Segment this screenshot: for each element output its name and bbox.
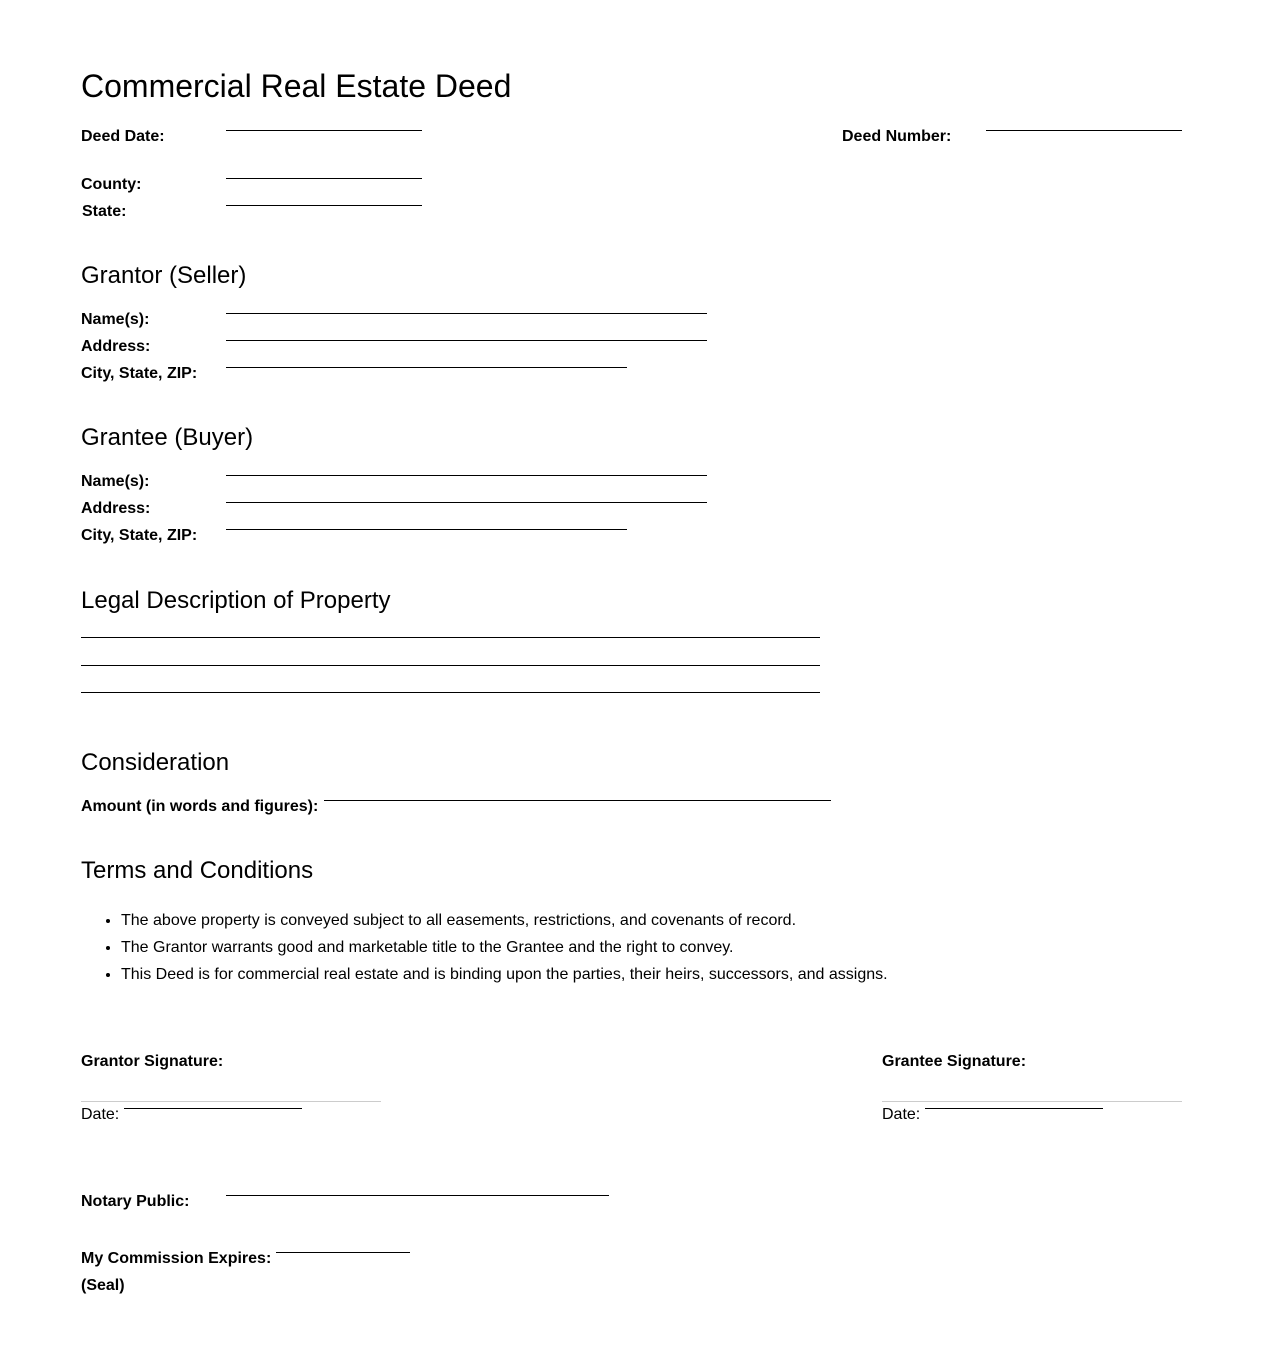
amount-field[interactable] [324,800,831,801]
grantor-signature-label: Grantor Signature: [81,1053,224,1070]
legal-description-line-1[interactable] [81,637,820,638]
terms-item: • The above property is conveyed subject to all easements, restrictions, and covenants of record. [121,907,888,934]
terms-list [81,907,888,988]
grantee-address-field[interactable] [226,502,707,503]
notary-public-field[interactable] [226,1195,609,1196]
grantor-city-state-zip-field[interactable] [226,367,627,368]
grantor-names-label: Name(s): [81,311,150,328]
state-field[interactable] [226,205,422,206]
grantor-address-field[interactable] [226,340,707,341]
amount-label: Amount (in words and figures): [81,798,319,815]
grantee-names-field[interactable] [226,475,707,476]
grantor-signature-line[interactable] [81,1101,381,1102]
grantee-heading: Grantee (Buyer) [81,424,254,451]
notary-public-label: Notary Public: [81,1193,190,1210]
grantee-signature-line[interactable] [882,1101,1182,1102]
grantee-date-label: Date: [882,1106,921,1123]
seal-label: (Seal) [81,1277,125,1294]
terms-item: • The Grantor warrants good and marketable title to the Grantee and the right to convey. [121,934,888,961]
grantee-city-state-zip-field[interactable] [226,529,627,530]
legal-description-line-3[interactable] [81,692,820,693]
page-title: Commercial Real Estate Deed [81,68,512,104]
county-label: County: [81,176,142,193]
grantor-names-field[interactable] [226,313,707,314]
county-field[interactable] [226,178,422,179]
terms-heading: Terms and Conditions [81,857,314,884]
commission-expires-label: My Commission Expires: [81,1250,272,1267]
deed-number-field[interactable] [986,130,1182,131]
grantor-city-state-zip-label: City, State, ZIP: [81,365,198,382]
grantee-signature-label: Grantee Signature: [882,1053,1027,1070]
grantor-address-label: Address: [81,338,151,355]
legal-description-heading: Legal Description of Property [81,587,391,614]
grantor-date-label: Date: [81,1106,120,1123]
deed-date-label: Deed Date: [81,128,165,145]
state-label: State: [82,203,127,220]
grantee-names-label: Name(s): [81,473,150,490]
deed-number-label: Deed Number: [842,128,952,145]
deed-date-field[interactable] [226,130,422,131]
commission-expires-field[interactable] [276,1252,410,1253]
grantee-address-label: Address: [81,500,151,517]
legal-description-line-2[interactable] [81,665,820,666]
grantor-heading: Grantor (Seller) [81,262,247,289]
grantee-date-field[interactable] [925,1108,1103,1109]
terms-item: • This Deed is for commercial real estate and is binding upon the parties, their heirs, successors, and assigns. [121,961,888,988]
grantee-city-state-zip-label: City, State, ZIP: [81,527,198,544]
grantor-date-field[interactable] [124,1108,302,1109]
consideration-heading: Consideration [81,749,230,776]
